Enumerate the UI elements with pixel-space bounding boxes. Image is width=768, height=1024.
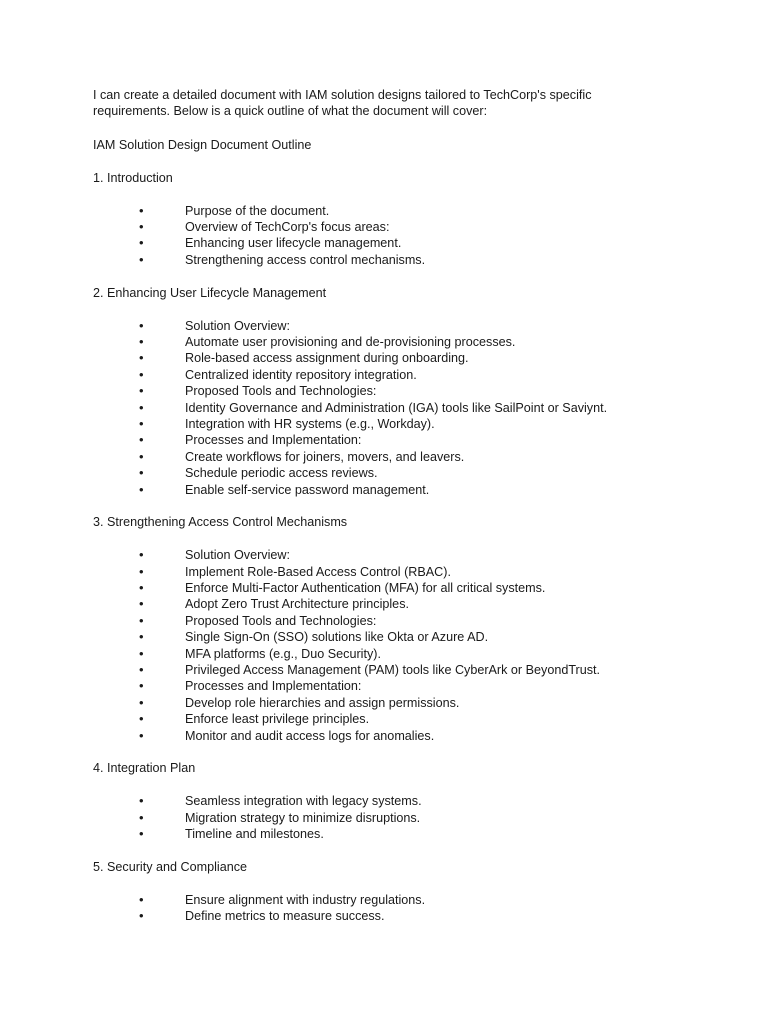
list-item [93,629,653,645]
list-item-text: Identity Governance and Administration (IGA) tools like SailPoint or Saviynt. [185,400,608,415]
list-item [93,892,653,908]
list-item [93,564,653,580]
bullet-icon: • [139,711,144,727]
list-item [93,613,653,629]
bullet-icon: • [139,891,144,907]
list-item-text: Seamless integration with legacy systems. [185,794,422,809]
bullet-icon: • [139,415,144,431]
list-item-text: Enable self-service password management. [185,482,430,497]
document-title: IAM Solution Design Document Outline [93,137,312,152]
list-item [93,678,653,694]
bullet-icon: • [139,432,144,448]
list-item [93,580,653,596]
list-item [93,219,653,235]
list-item [93,810,653,826]
bullet-icon: • [139,317,144,333]
bullet-list [93,203,653,269]
list-item-text: Privileged Access Management (PAM) tools like CyberArk or BeyondTrust. [185,663,601,678]
list-item-text: Define metrics to measure success. [185,909,385,924]
bullet-icon: • [139,235,144,251]
list-item [93,252,653,268]
bullet-list [93,793,653,842]
list-item-text: Migration strategy to minimize disruptions. [185,810,421,825]
list-item-text: Solution Overview: [185,548,290,563]
list-item [93,465,653,481]
section-heading: 4. Integration Plan [93,761,196,776]
outline-sections [93,170,653,925]
bullet-icon: • [139,563,144,579]
section-heading: 2. Enhancing User Lifecycle Management [93,285,327,300]
list-item [93,908,653,924]
list-item [93,235,653,251]
list-item-text: Schedule periodic access reviews. [185,466,378,481]
section-heading: 3. Strengthening Access Control Mechanisms [93,515,348,530]
list-item [93,728,653,744]
list-item-text: Timeline and milestones. [185,827,324,842]
list-item [93,695,653,711]
intro-paragraph: I can create a detailed document with IAM solution designs tailored to TechCorp's specific requirements. Below is a quick outline of what the document will cover: [93,88,595,119]
list-item-text: Processes and Implementation: [185,679,362,694]
bullet-icon: • [139,350,144,366]
list-item-text: Automate user provisioning and de-provisioning processes. [185,334,516,349]
list-item-text: Ensure alignment with industry regulations. [185,892,426,907]
bullet-icon: • [139,399,144,415]
document-page [93,87,653,941]
bullet-icon: • [139,481,144,497]
list-item-text: Monitor and audit access logs for anomalies. [185,728,435,743]
list-item [93,662,653,678]
list-item-text: Purpose of the document. [185,203,330,218]
list-item-text: Integration with HR systems (e.g., Workday). [185,416,435,431]
bullet-icon: • [139,662,144,678]
list-item [93,400,653,416]
list-item-text: Processes and Implementation: [185,433,362,448]
bullet-icon: • [139,826,144,842]
list-item [93,711,653,727]
list-item [93,383,653,399]
bullet-icon: • [139,219,144,235]
list-item [93,482,653,498]
list-item-text: Solution Overview: [185,318,290,333]
list-item [93,203,653,219]
list-item-text: Centralized identity repository integration. [185,367,417,382]
list-item-text: Create workflows for joiners, movers, and leavers. [185,449,465,464]
bullet-icon: • [139,727,144,743]
list-item [93,449,653,465]
bullet-icon: • [139,580,144,596]
list-item-text: Proposed Tools and Technologies: [185,384,377,399]
bullet-icon: • [139,908,144,924]
bullet-icon: • [139,793,144,809]
list-item [93,416,653,432]
list-item-text: Adopt Zero Trust Architecture principles. [185,597,409,612]
bullet-list [93,318,653,498]
bullet-icon: • [139,383,144,399]
list-item-text: Enhancing user lifecycle management. [185,236,402,251]
list-item-text: Enforce least privilege principles. [185,712,370,727]
list-item-text: Strengthening access control mechanisms. [185,252,426,267]
bullet-icon: • [139,596,144,612]
list-item-text: Overview of TechCorp's focus areas: [185,220,390,235]
bullet-list [93,892,653,925]
bullet-icon: • [139,251,144,267]
bullet-icon: • [139,333,144,349]
list-item-text: MFA platforms (e.g., Duo Security). [185,646,381,661]
list-item-text: Proposed Tools and Technologies: [185,613,377,628]
bullet-icon: • [139,202,144,218]
bullet-icon: • [139,629,144,645]
list-item-text: Single Sign-On (SSO) solutions like Okta or Azure AD. [185,630,489,645]
bullet-icon: • [139,809,144,825]
list-item-text: Implement Role-Based Access Control (RBAC). [185,564,451,579]
list-item-text: Enforce Multi-Factor Authentication (MFA) for all critical systems. [185,581,546,596]
bullet-icon: • [139,366,144,382]
list-item [93,350,653,366]
list-item [93,646,653,662]
list-item-text: Role-based access assignment during onboarding. [185,351,469,366]
bullet-icon: • [139,678,144,694]
bullet-icon: • [139,694,144,710]
list-item-text: Develop role hierarchies and assign permissions. [185,695,460,710]
bullet-icon: • [139,547,144,563]
list-item [93,367,653,383]
list-item [93,318,653,334]
section-heading: 5. Security and Compliance [93,860,248,875]
list-item [93,793,653,809]
bullet-icon: • [139,448,144,464]
list-item [93,826,653,842]
list-item [93,596,653,612]
section-heading: 1. Introduction [93,170,173,185]
list-item [93,432,653,448]
bullet-icon: • [139,612,144,628]
bullet-icon: • [139,465,144,481]
list-item [93,334,653,350]
bullet-icon: • [139,645,144,661]
bullet-list [93,547,653,744]
list-item [93,547,653,563]
